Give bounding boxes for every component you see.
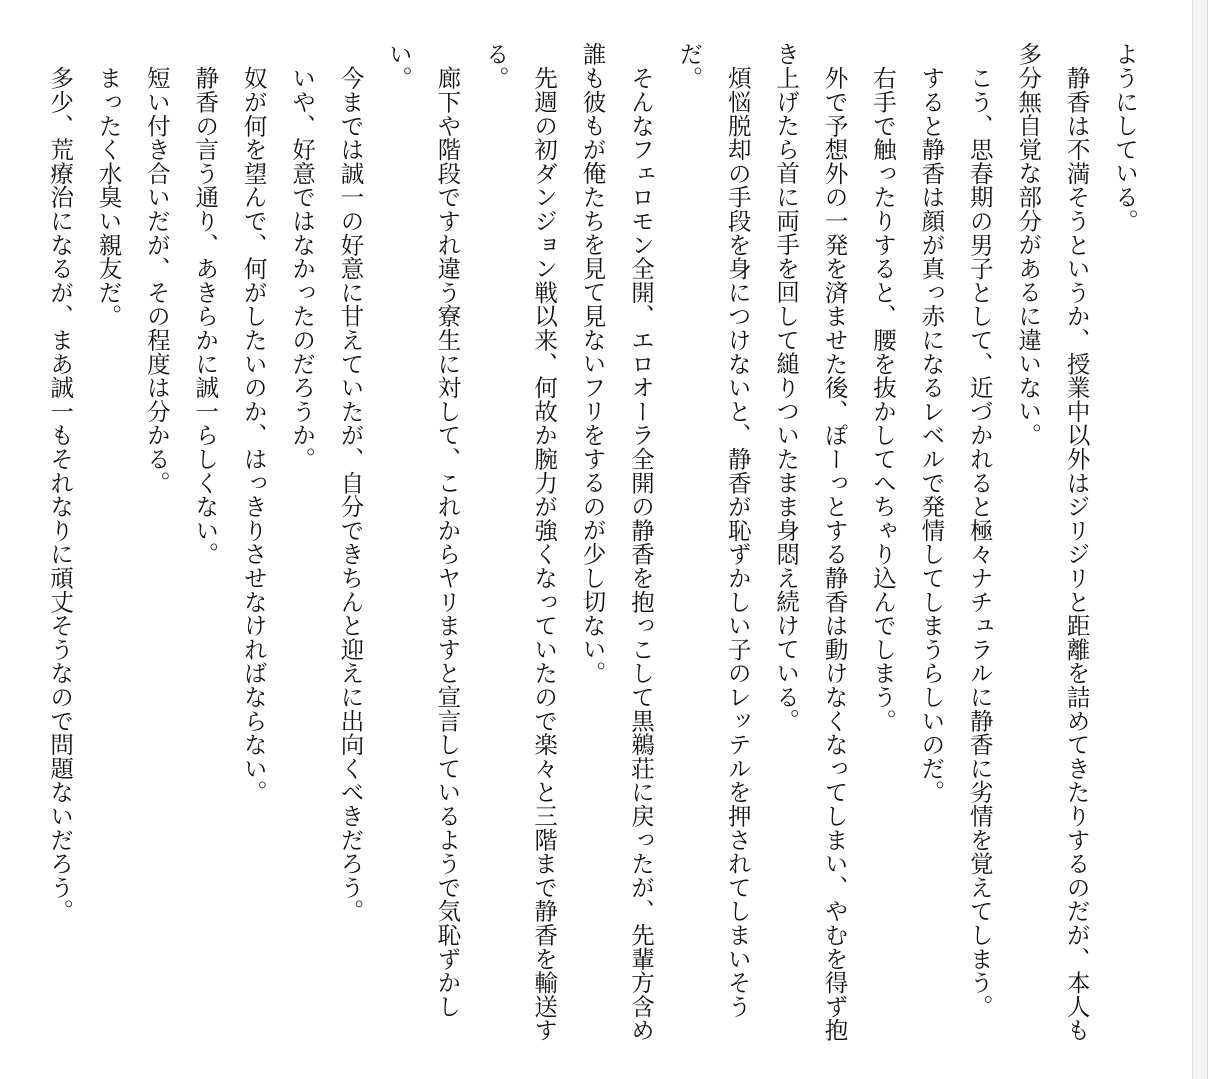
paragraph: 奴が何を望んで、何がしたいのか、はっきりさせなければならない。 (239, 65, 268, 804)
paragraph: 外で予想外の一発を済ませた後、ぽーっとする静香は動けなくなってしまい、やむを得ず抱き上げたら首に両手を回して縋りついたまま身悶え続けている。 (772, 42, 849, 1042)
paragraph: ようにしている。 (1111, 42, 1139, 233)
paragraph: まったく水臭い親友だ。 (94, 65, 123, 328)
paragraph: 多少、荒療治になるが、まあ誠一もそれなりに頑丈そうなので問題ないだろう。 (46, 65, 75, 923)
page-edge-scrollbar[interactable] (1192, 0, 1207, 1079)
paragraph: いや、好意ではなかったのだろうか。 (288, 65, 317, 471)
paragraph: すると静香は顔が真っ赤になるレベルで発情してしまうらしいのだ。 (917, 65, 946, 804)
paragraph: 廊下や階段ですれ違う寮生に対して、これからヤリますと宣言しているようで気恥ずかしい。 (384, 42, 462, 1018)
paragraph: こう、思春期の男子として、近づかれると極々ナチュラルに静香に劣情を覚えてしまう。 (965, 65, 994, 1018)
paragraph: 静香は不満そうというか、授業中以外はジリジリと距離を詰めてきたりするのだが、本人も多分無自覚な部分があるに違いない。 (1014, 42, 1091, 1042)
paragraph: 先週の初ダンジョン戦以来、何故か腕力が強くなっていたので楽々と三階まで静香を輸送する。 (481, 42, 559, 1042)
paragraph: 右手で触ったりすると、腰を抜かしてへちゃり込んでしまう。 (868, 65, 897, 732)
paragraph: 今までは誠一の好意に甘えていたが、自分できちんと迎えに出向くべきだろう。 (336, 65, 365, 923)
paragraph: そんなフェロモン全開、エロオーラ全開の静香を抱っこして黒鵜荘に戻ったが、先輩方含め誰も彼もが俺たちを見て見ないフリをするのが少し切ない。 (578, 42, 655, 1042)
paragraph: 短い付き合いだが、その程度は分かる。 (142, 65, 171, 494)
paragraph: 静香の言う通り、あきらかに誠一らしくない。 (191, 65, 220, 566)
paragraph: 煩悩脱却の手段を身につけないと、静香が恥ずかしい子のレッテルを押されてしまいそうだ。 (675, 42, 752, 1018)
vertical-text-body (36, 42, 1149, 1042)
